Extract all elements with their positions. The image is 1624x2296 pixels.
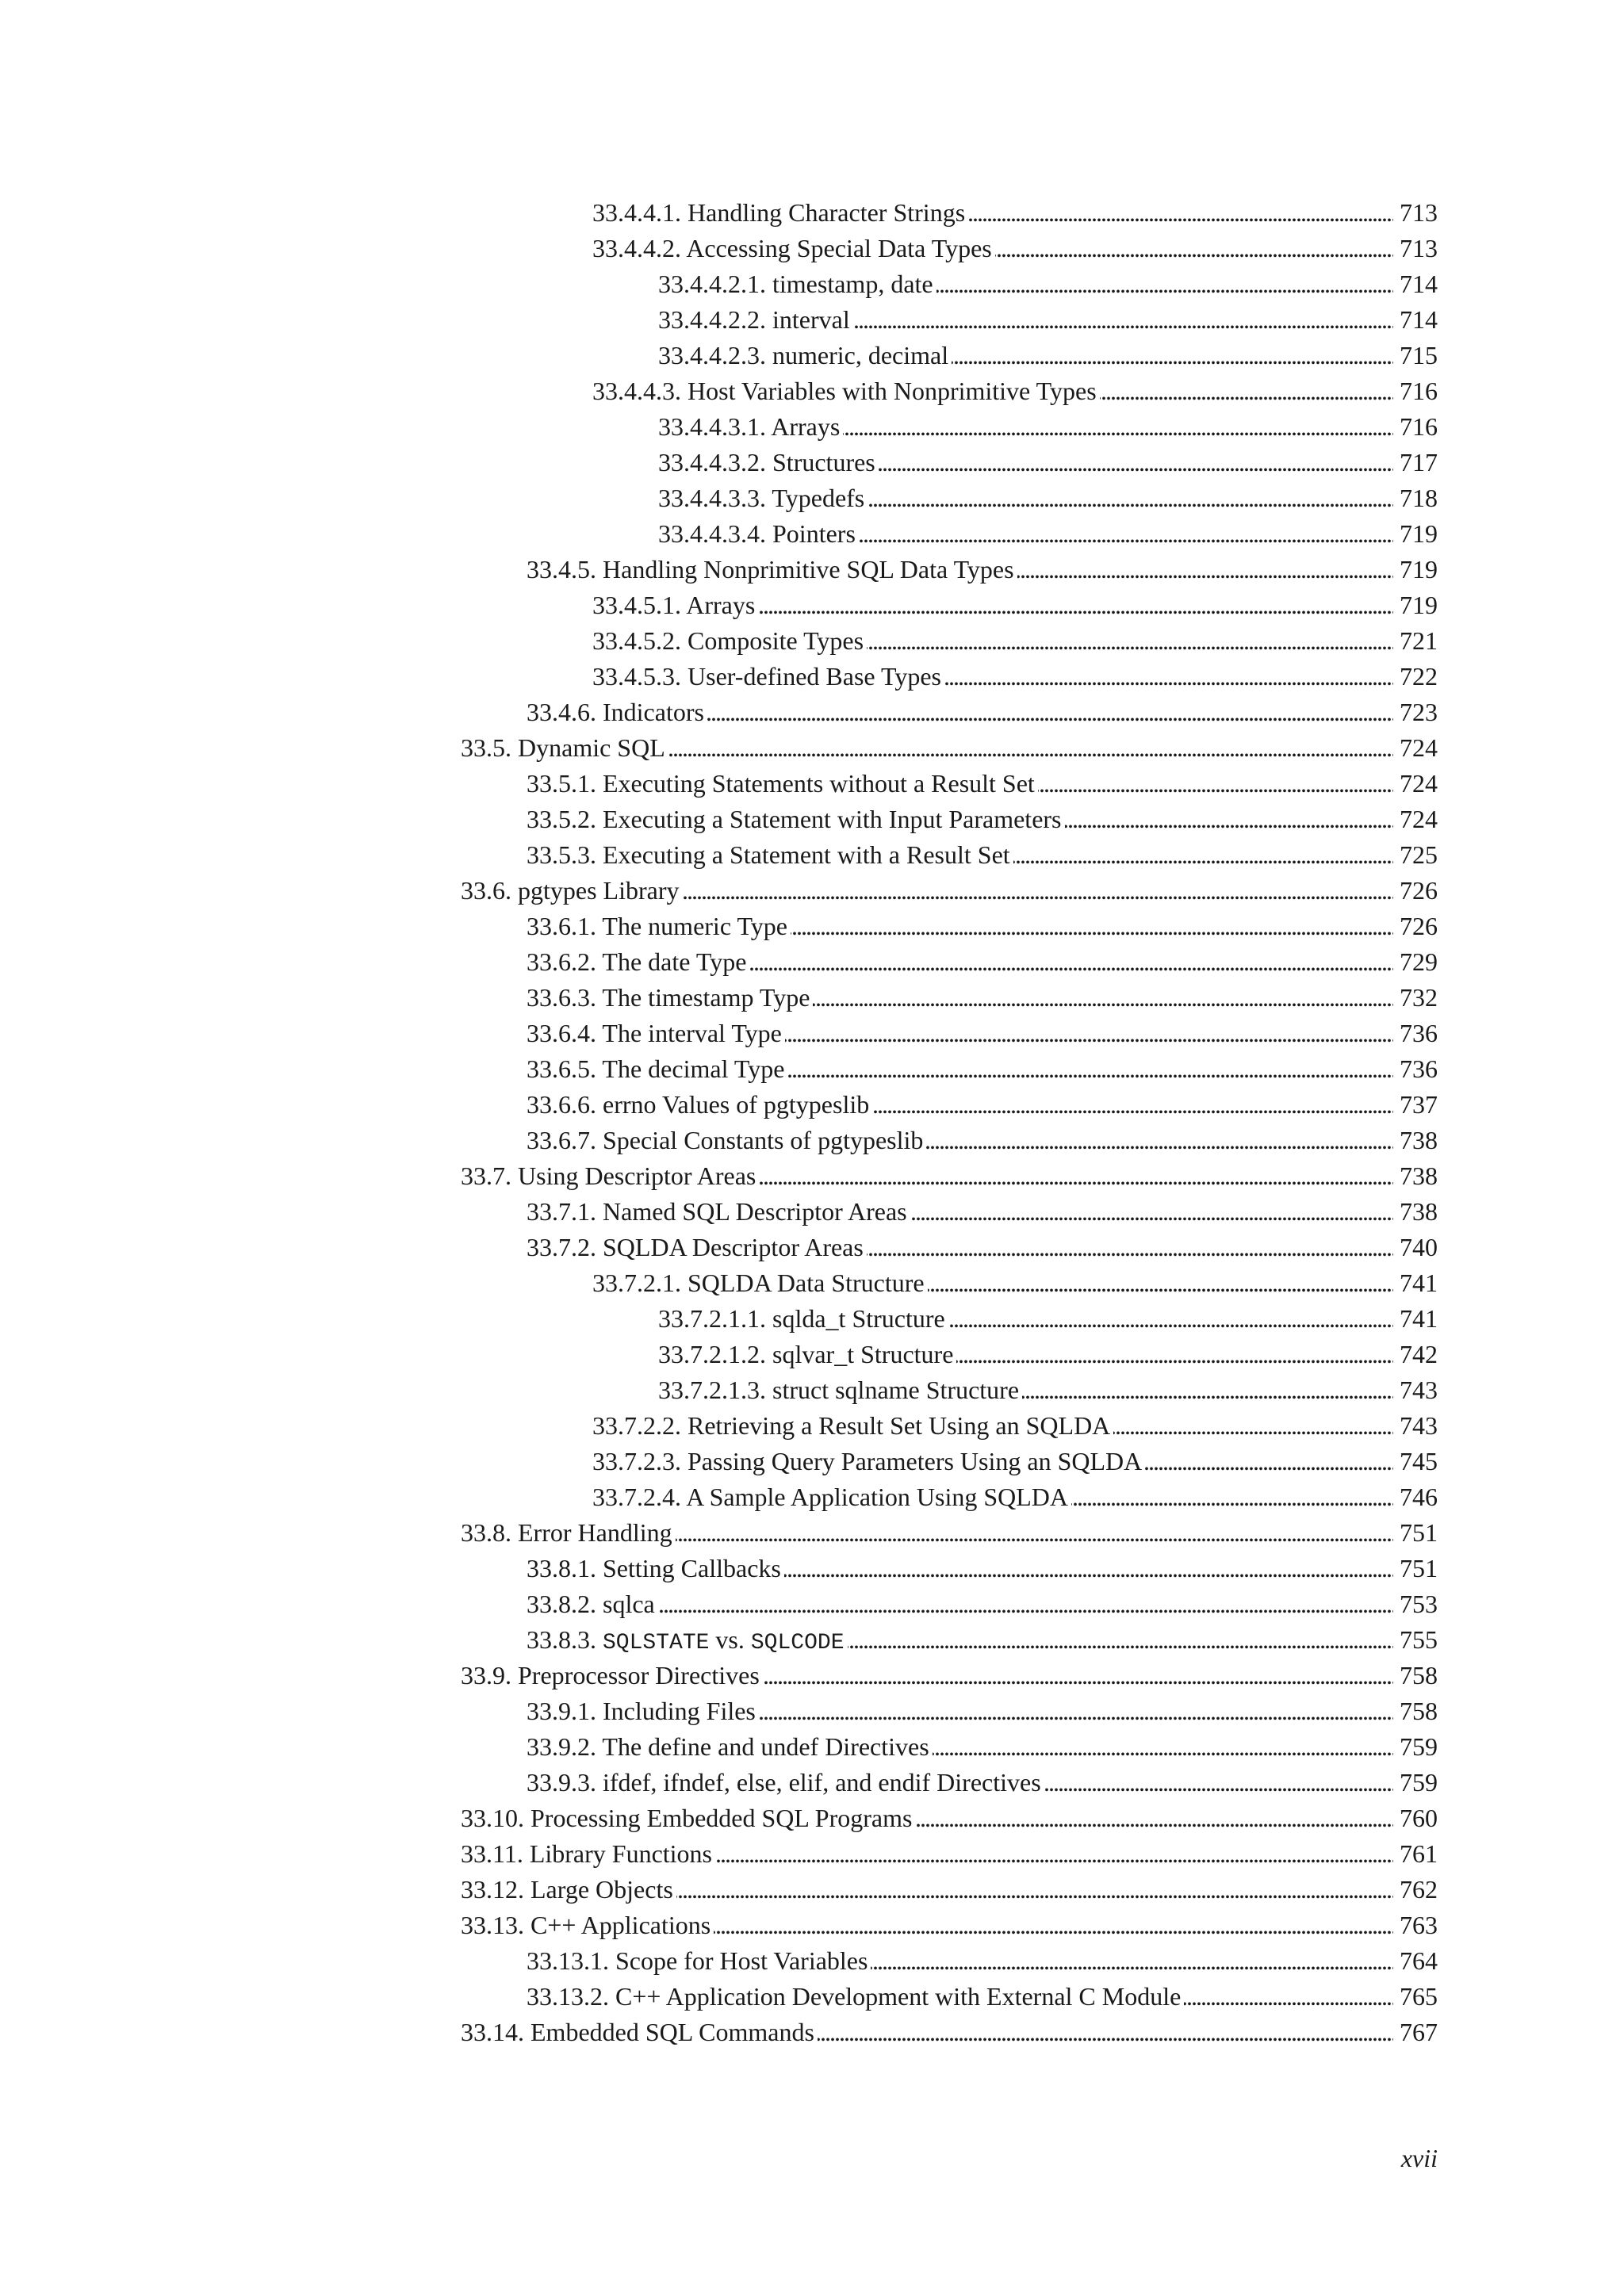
toc-entry-title: 33.4.5. Handling Nonprimitive SQL Data Types <box>527 555 1014 584</box>
dot-leader <box>868 480 1393 516</box>
toc-entry-title: 33.12. Large Objects <box>461 1875 673 1904</box>
toc-entry-page: 714 <box>1400 270 1438 298</box>
toc-entry-page: 758 <box>1400 1661 1438 1689</box>
toc-entry-title: 33.5. Dynamic SQL <box>461 733 665 762</box>
toc-entry-title: 33.4.4.2. Accessing Special Data Types <box>592 234 992 262</box>
dot-leader <box>944 659 1393 695</box>
toc-entry-page: 736 <box>1400 1054 1438 1083</box>
dot-leader <box>785 1016 1393 1051</box>
toc-entry-title: 33.6.6. errno Values of pgtypeslib <box>527 1090 870 1119</box>
toc-entry-title: 33.4.4.3.4. Pointers <box>658 519 856 548</box>
toc-entry[interactable] <box>461 659 1438 695</box>
toc-entry-title: 33.5.2. Executing a Statement with Input Parameters <box>527 805 1062 833</box>
toc-entry[interactable] <box>461 1836 1438 1872</box>
toc-entry[interactable] <box>461 1872 1438 1908</box>
toc-entry-page: 760 <box>1400 1804 1438 1832</box>
toc-entry-page: 713 <box>1400 234 1438 262</box>
toc-entry[interactable] <box>461 980 1438 1016</box>
dot-leader <box>952 338 1393 373</box>
toc-entry[interactable] <box>461 1622 1438 1658</box>
dot-leader <box>758 587 1393 623</box>
toc-entry-page: 719 <box>1400 591 1438 619</box>
toc-entry-title: 33.6.3. The timestamp Type <box>527 983 810 1012</box>
toc-entry[interactable] <box>461 373 1438 409</box>
toc-entry-page: 717 <box>1400 448 1438 476</box>
toc-entry[interactable] <box>461 302 1438 338</box>
toc-entry-code-term: SQLCODE <box>750 1631 845 1655</box>
toc-entry-page: 722 <box>1400 662 1438 691</box>
toc-entry-page: 740 <box>1400 1233 1438 1261</box>
toc-entry[interactable] <box>461 1123 1438 1158</box>
toc-entry[interactable] <box>461 1800 1438 1836</box>
dot-leader <box>1184 1979 1393 2015</box>
toc-entry[interactable] <box>461 1658 1438 1693</box>
toc-entry[interactable] <box>461 873 1438 909</box>
toc-entry-title: 33.4.4.2.2. interval <box>658 305 850 334</box>
toc-entry[interactable] <box>461 1230 1438 1265</box>
toc-entry-page: 738 <box>1400 1197 1438 1226</box>
dot-leader <box>936 266 1393 302</box>
dot-leader <box>948 1301 1393 1337</box>
toc-entry-title: 33.9. Preprocessor Directives <box>461 1661 760 1689</box>
toc-entry[interactable] <box>461 1158 1438 1194</box>
toc-entry-page: 741 <box>1400 1269 1438 1297</box>
dot-leader <box>926 1123 1393 1158</box>
toc-entry[interactable] <box>461 1765 1438 1800</box>
toc-entry-title: 33.4.5.2. Composite Types <box>592 626 864 655</box>
dot-leader <box>1100 373 1393 409</box>
dot-leader <box>784 1551 1393 1586</box>
toc-entry-title: 33.13. C++ Applications <box>461 1911 711 1939</box>
dot-leader <box>707 695 1393 730</box>
toc-entry-page: 743 <box>1400 1376 1438 1404</box>
toc-entry[interactable] <box>461 1051 1438 1087</box>
toc-entry-page: 725 <box>1400 840 1438 869</box>
toc-entry-title: 33.9.3. ifdef, ifndef, else, elif, and endif Directives <box>527 1768 1041 1797</box>
dot-leader <box>683 873 1394 909</box>
toc-entry-page: 759 <box>1400 1732 1438 1761</box>
toc-entry-page: 738 <box>1400 1126 1438 1154</box>
toc-entry[interactable] <box>461 409 1438 445</box>
dot-leader <box>956 1337 1393 1372</box>
toc-entry[interactable] <box>461 2015 1438 2050</box>
toc-entry[interactable] <box>461 1515 1438 1551</box>
toc-entry[interactable] <box>461 516 1438 552</box>
toc-entry[interactable] <box>461 1729 1438 1765</box>
toc-entry-page: 751 <box>1400 1554 1438 1582</box>
dot-leader <box>759 1158 1393 1194</box>
toc-entry-page: 726 <box>1400 876 1438 905</box>
toc-entry-page: 719 <box>1400 555 1438 584</box>
toc-entry-page: 737 <box>1400 1090 1438 1119</box>
toc-entry-page: 716 <box>1400 377 1438 405</box>
toc-entry[interactable] <box>461 1087 1438 1123</box>
toc-entry[interactable] <box>461 195 1438 231</box>
toc-entry-title: 33.6. pgtypes Library <box>461 876 680 905</box>
toc-entry-page: 713 <box>1400 198 1438 227</box>
toc-entry[interactable] <box>461 695 1438 730</box>
toc-entry-page: 732 <box>1400 983 1438 1012</box>
toc-entry-page: 736 <box>1400 1019 1438 1047</box>
toc-entry-title: 33.4.5.1. Arrays <box>592 591 756 619</box>
toc-entry-title: 33.4.4.3.2. Structures <box>658 448 875 476</box>
dot-leader <box>995 231 1393 266</box>
toc-entry[interactable] <box>461 1693 1438 1729</box>
toc-entry-title: 33.8. Error Handling <box>461 1518 672 1547</box>
toc-entry-title: 33.7. Using Descriptor Areas <box>461 1161 756 1190</box>
toc-entry-title: 33.9.2. The define and undef Directives <box>527 1732 929 1761</box>
toc-entry-title: 33.6.4. The interval Type <box>527 1019 782 1047</box>
toc-entry-title: 33.7.2.2. Retrieving a Result Set Using an SQLDA <box>592 1411 1111 1440</box>
dot-leader <box>763 1658 1393 1693</box>
toc-entry[interactable] <box>461 1301 1438 1337</box>
dot-leader <box>759 1693 1393 1729</box>
toc-entry[interactable] <box>461 587 1438 623</box>
toc-entry-title: 33.13.2. C++ Application Development with External C Module <box>527 1982 1182 2011</box>
toc-entry-page: 762 <box>1400 1875 1438 1904</box>
toc-entry-page: 726 <box>1400 912 1438 940</box>
toc-entry-title: 33.4.4.3.3. Typedefs <box>658 484 865 512</box>
toc-entry[interactable] <box>461 730 1438 766</box>
dot-leader <box>676 1515 1393 1551</box>
toc-entry-page: 741 <box>1400 1304 1438 1333</box>
toc-entry-title: 33.7.2. SQLDA Descriptor Areas <box>527 1233 864 1261</box>
toc-entry-title-mid: vs. <box>709 1625 751 1654</box>
toc-entry-title: 33.6.2. The date Type <box>527 947 747 976</box>
toc-entry-title: 33.9.1. Including Files <box>527 1697 756 1725</box>
dot-leader <box>871 1943 1393 1979</box>
toc-entry-title: 33.10. Processing Embedded SQL Programs <box>461 1804 913 1832</box>
toc-entry-title: 33.4.4.3.1. Arrays <box>658 412 841 441</box>
toc-entry[interactable] <box>461 231 1438 266</box>
toc-entry-title: 33.7.2.3. Passing Query Parameters Using an SQLDA <box>592 1447 1143 1475</box>
toc-entry[interactable] <box>461 1337 1438 1372</box>
dot-leader <box>658 1586 1393 1622</box>
dot-leader <box>928 1265 1393 1301</box>
toc-entry-page: 724 <box>1400 733 1438 762</box>
toc-entry[interactable] <box>461 266 1438 302</box>
toc-entry[interactable] <box>461 1943 1438 1979</box>
dot-leader <box>915 1800 1393 1836</box>
toc-entry[interactable] <box>461 338 1438 373</box>
toc-entry-page: 723 <box>1400 698 1438 726</box>
dot-leader <box>1065 802 1394 837</box>
dot-leader <box>879 445 1393 480</box>
toc-entry-title: 33.4.6. Indicators <box>527 698 704 726</box>
dot-leader <box>843 409 1393 445</box>
toc-entry-title: 33.7.1. Named SQL Descriptor Areas <box>527 1197 907 1226</box>
dot-leader <box>1022 1372 1393 1408</box>
toc-entry-title: 33.6.1. The numeric Type <box>527 912 787 940</box>
dot-leader <box>853 302 1393 338</box>
toc-entry[interactable] <box>461 802 1438 837</box>
toc-entry-page: 719 <box>1400 519 1438 548</box>
toc-entry-page: 724 <box>1400 769 1438 798</box>
toc-entry-title: 33.4.4.1. Handling Character Strings <box>592 198 966 227</box>
dot-leader <box>714 1908 1393 1943</box>
toc-entry-title: 33.8.2. sqlca <box>527 1590 655 1618</box>
toc-entry-page: 758 <box>1400 1697 1438 1725</box>
dot-leader <box>1071 1479 1393 1515</box>
toc-entry-page: 767 <box>1400 2018 1438 2046</box>
dot-leader <box>1038 766 1393 802</box>
dot-leader <box>787 1051 1393 1087</box>
toc-entry-page: 715 <box>1400 341 1438 369</box>
toc-entry[interactable] <box>461 1372 1438 1408</box>
toc-entry-page: 743 <box>1400 1411 1438 1440</box>
toc-entry-title: 33.5.1. Executing Statements without a Result Set <box>527 769 1035 798</box>
toc-entry-title: 33.4.4.2.1. timestamp, date <box>658 270 933 298</box>
toc-entry-page: 753 <box>1400 1590 1438 1618</box>
dot-leader <box>848 1622 1394 1658</box>
toc-entry[interactable] <box>461 909 1438 944</box>
toc-entry-title: 33.6.5. The decimal Type <box>527 1054 785 1083</box>
toc-entry[interactable] <box>461 1479 1438 1515</box>
toc-entry-page: 716 <box>1400 412 1438 441</box>
toc-entry-title: 33.5.3. Executing a Statement with a Result Set <box>527 840 1010 869</box>
toc-entry[interactable] <box>461 837 1438 873</box>
toc-entry-title: 33.7.2.1.2. sqlvar_t Structure <box>658 1340 954 1368</box>
toc-entry[interactable] <box>461 1979 1438 2015</box>
dot-leader <box>668 730 1393 766</box>
toc-entry-page: 718 <box>1400 484 1438 512</box>
dot-leader <box>1113 1408 1393 1444</box>
dot-leader <box>867 623 1393 659</box>
toc-entry[interactable] <box>461 623 1438 659</box>
page-number: xvii <box>1400 2144 1438 2172</box>
toc-entry-page: 742 <box>1400 1340 1438 1368</box>
toc-entry-page: 764 <box>1400 1946 1438 1975</box>
toc-entry[interactable] <box>461 480 1438 516</box>
toc-entry-page: 759 <box>1400 1768 1438 1797</box>
toc-entry-page: 765 <box>1400 1982 1438 2011</box>
toc-entry-title: 33.6.7. Special Constants of pgtypeslib <box>527 1126 924 1154</box>
toc-entry[interactable] <box>461 944 1438 980</box>
dot-leader <box>859 516 1393 552</box>
dot-leader <box>1145 1444 1393 1479</box>
toc-entry-title: 33.7.2.4. A Sample Application Using SQLDA <box>592 1483 1068 1511</box>
dot-leader <box>968 195 1393 231</box>
toc-entry-title: 33.11. Library Functions <box>461 1839 712 1868</box>
toc-entry-title: 33.7.2.1.1. sqlda_t Structure <box>658 1304 945 1333</box>
dot-leader <box>715 1836 1393 1872</box>
toc-entry[interactable] <box>461 1444 1438 1479</box>
toc-entry[interactable] <box>461 1551 1438 1586</box>
toc-entry-page: 761 <box>1400 1839 1438 1868</box>
toc-entry[interactable] <box>461 1194 1438 1230</box>
dot-leader <box>791 909 1393 944</box>
dot-leader <box>1013 837 1393 873</box>
toc-entry[interactable] <box>461 1016 1438 1051</box>
toc-entry-title: 33.4.4.3. Host Variables with Nonprimitive Types <box>592 377 1097 405</box>
table-of-contents <box>461 195 1438 2050</box>
dot-leader <box>1044 1765 1393 1800</box>
dot-leader <box>1017 552 1393 587</box>
toc-entry-title <box>527 1622 845 1661</box>
toc-entry-title: 33.7.2.1. SQLDA Data Structure <box>592 1269 925 1297</box>
toc-entry-title: 33.8.1. Setting Callbacks <box>527 1554 781 1582</box>
dot-leader <box>749 944 1393 980</box>
toc-entry-code-term: SQLSTATE <box>603 1631 710 1655</box>
toc-entry-page: 746 <box>1400 1483 1438 1511</box>
toc-entry-title: 33.4.5.3. User-defined Base Types <box>592 662 941 691</box>
toc-entry-page: 751 <box>1400 1518 1438 1547</box>
dot-leader <box>910 1194 1393 1230</box>
dot-leader <box>676 1872 1393 1908</box>
toc-entry-page: 714 <box>1400 305 1438 334</box>
dot-leader <box>867 1230 1393 1265</box>
dot-leader <box>872 1087 1393 1123</box>
toc-entry[interactable] <box>461 552 1438 587</box>
toc-entry-page: 755 <box>1400 1625 1438 1654</box>
toc-entry-page: 724 <box>1400 805 1438 833</box>
dot-leader <box>818 2015 1393 2050</box>
toc-entry-title: 33.7.2.1.3. struct sqlname Structure <box>658 1376 1020 1404</box>
toc-entry[interactable] <box>461 1408 1438 1444</box>
toc-entry-title: 33.4.4.2.3. numeric, decimal <box>658 341 949 369</box>
dot-leader <box>933 1729 1393 1765</box>
toc-entry-page: 721 <box>1400 626 1438 655</box>
dot-leader <box>813 980 1393 1016</box>
toc-entry-page: 745 <box>1400 1447 1438 1475</box>
toc-entry-page: 738 <box>1400 1161 1438 1190</box>
toc-entry[interactable] <box>461 766 1438 802</box>
toc-entry-title: 33.14. Embedded SQL Commands <box>461 2018 814 2046</box>
toc-entry-title-prefix: 33.8.3. <box>527 1625 603 1654</box>
toc-entry[interactable] <box>461 1908 1438 1943</box>
toc-entry[interactable] <box>461 1265 1438 1301</box>
toc-entry-page: 763 <box>1400 1911 1438 1939</box>
toc-entry-title: 33.13.1. Scope for Host Variables <box>527 1946 868 1975</box>
toc-entry[interactable] <box>461 1586 1438 1622</box>
toc-entry[interactable] <box>461 445 1438 480</box>
toc-entry-page: 729 <box>1400 947 1438 976</box>
